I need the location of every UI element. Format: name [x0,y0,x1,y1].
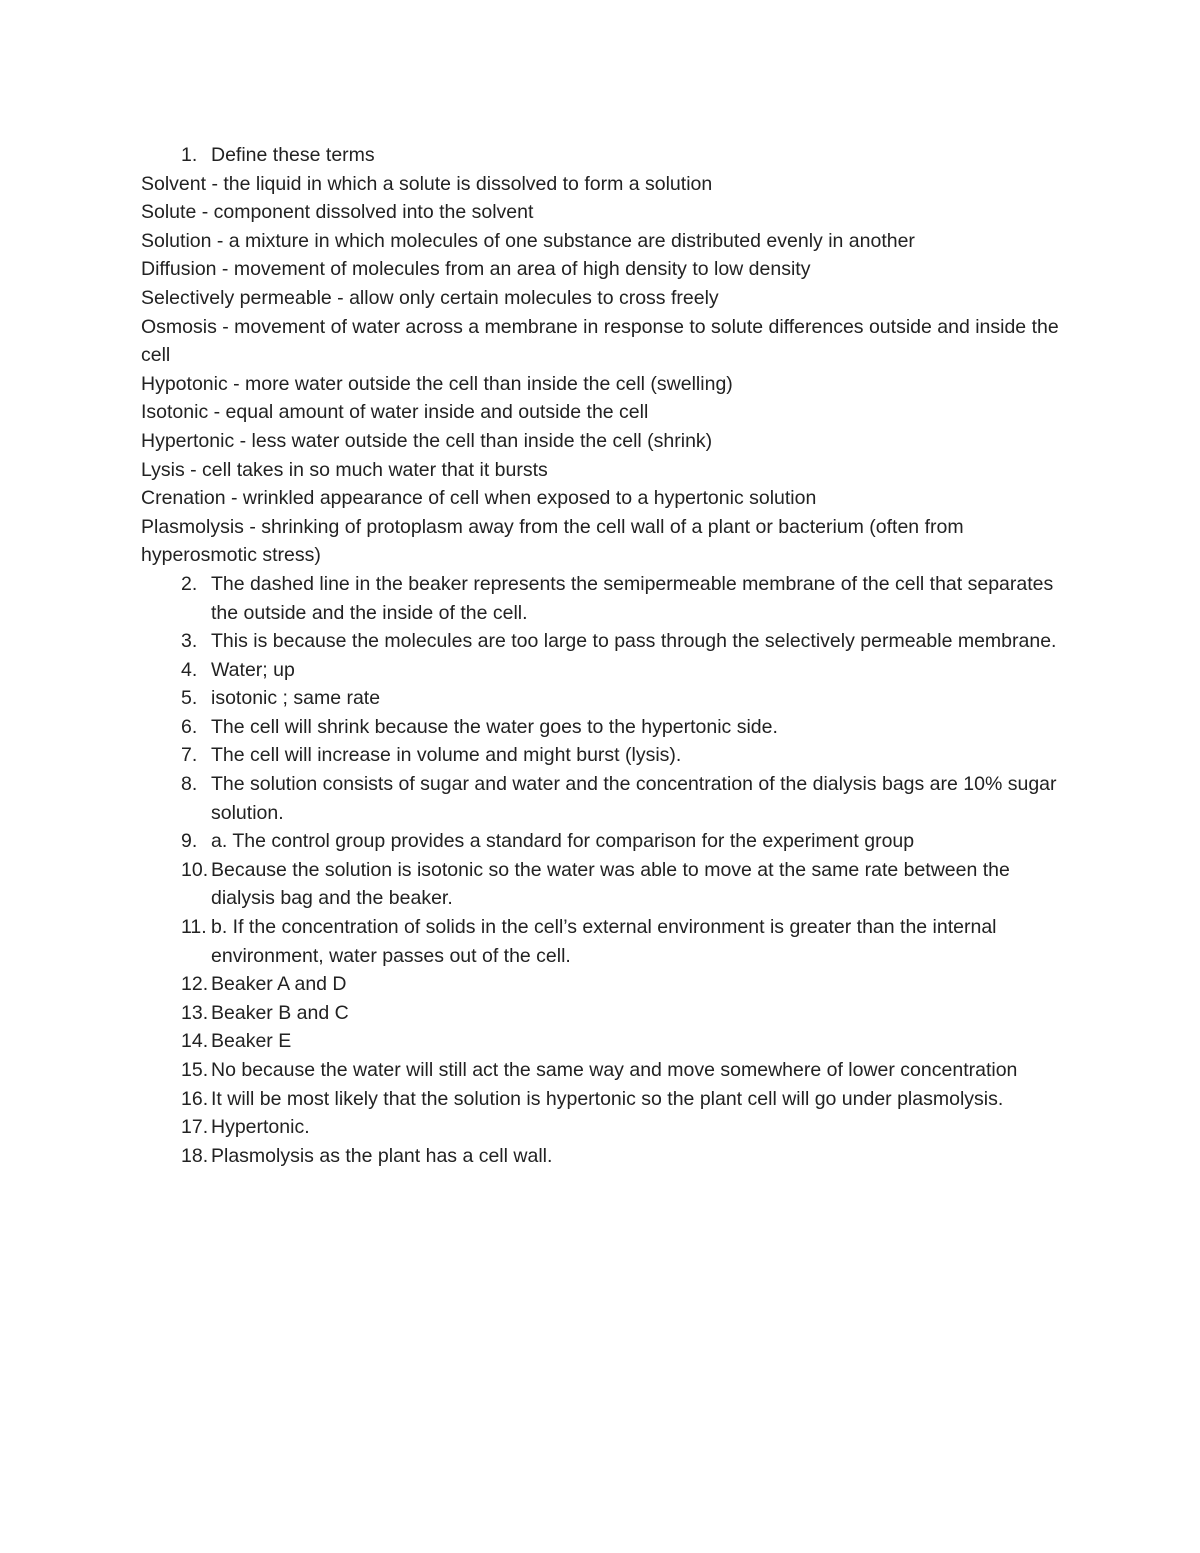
list-item-text: Water; up [211,658,295,681]
list-item-text: The solution consists of sugar and water and the concentration of the dialysis bags are 10% sugar solution. [211,773,1057,824]
list-item-text: Define these terms [211,144,375,166]
definition-line: Crenation - wrinkled appearance of cell when exposed to a hypertonic solution [141,487,817,510]
list-item [141,1113,1071,1142]
definition-line: Lysis - cell takes in so much water that it bursts [141,458,548,481]
definition-line: Plasmolysis - shrinking of protoplasm away from the cell wall of a plant or bacterium (often from hyperosmotic stress) [141,515,964,567]
list-item-text: Because the solution is isotonic so the water was able to move at the same rate between the dialysis bag and the beaker. [211,858,1010,910]
list-item-text: Beaker B and C [211,1001,349,1024]
list-item-text: It will be most likely that the solution is hypertonic so the plant cell will go under plasmolysis. [211,1087,1004,1110]
list-item-text: The cell will increase in volume and might burst (lysis). [211,744,682,767]
definition-line: Diffusion - movement of molecules from an area of high density to low density [141,258,811,281]
list-item-text: Beaker A and D [211,973,347,996]
definition-line: Solute - component dissolved into the solvent [141,201,534,224]
list-item [141,770,1071,827]
list-item-text: a. The control group provides a standard for comparison for the experiment group [211,830,915,853]
answers-list [141,570,1071,1170]
definition-line: Selectively permeable - allow only certain molecules to cross freely [141,286,719,309]
definition-line: Hypertonic - less water outside the cell than inside the cell (shrink) [141,429,713,452]
list-item-text: This is because the molecules are too large to pass through the selectively permeable membrane. [211,630,1057,653]
list-item [141,141,1071,170]
list-item-text: No because the water will still act the same way and move somewhere of lower concentration [211,1059,1018,1081]
list-item [141,1056,1071,1085]
list-item-number: 14. [181,1030,209,1053]
list-item [141,713,1071,742]
list-item-number: 13. [181,1001,209,1024]
list-item-text: The cell will shrink because the water goes to the hypertonic side. [211,715,778,738]
list-item-number: 9. [181,830,198,853]
list-item-number: 10. [181,858,209,881]
list-item-text: b. If the concentration of solids in the cell’s external environment is greater than the internal environment, water passes out of the cell. [211,916,997,967]
list-item-number: 18. [181,1144,209,1167]
list-item [141,1142,1071,1171]
definition-line: Solution - a mixture in which molecules of one substance are distributed evenly in another [141,229,915,252]
list-item [141,570,1071,627]
list-item [141,970,1071,999]
list-item [141,684,1071,713]
list-item-number: 3. [181,630,198,653]
definition-line: Osmosis - movement of water across a membrane in response to solute differences outside and inside the cell [141,315,1059,367]
list-item [141,1027,1071,1056]
list-item-number: 5. [181,687,198,710]
list-item [141,827,1071,856]
list-item [141,999,1071,1028]
list-item [141,656,1071,685]
list-item [141,856,1071,913]
list-item-text: The dashed line in the beaker represents the semipermeable membrane of the cell that separates the outside and the inside of the cell. [211,572,1054,624]
list-item-text: Beaker E [211,1030,292,1053]
list-item-number: 2. [181,572,198,595]
list-item-number: 15. [181,1059,209,1081]
list-item-number: 7. [181,744,198,767]
list-item-number: 8. [181,773,198,796]
definition-line: Hypotonic - more water outside the cell than inside the cell (swelling) [141,372,733,395]
list-item [141,1085,1071,1114]
definition-line: Isotonic - equal amount of water inside and outside the cell [141,401,649,424]
document-body [141,141,1071,1170]
list-item-text: Hypertonic. [211,1116,310,1139]
list-item [141,913,1071,970]
list-item-number: 6. [181,715,198,738]
list-item-number: 1. [181,144,198,166]
list-item-number: 16. [181,1087,209,1110]
list-item-text: isotonic ; same rate [211,687,381,710]
definitions-list [141,170,1071,570]
definition-line: Solvent - the liquid in which a solute is dissolved to form a solution [141,172,713,195]
list-item [141,741,1071,770]
list-item-number: 4. [181,658,198,681]
list-item-text: Plasmolysis as the plant has a cell wall. [211,1144,553,1167]
list-item-number: 17. [181,1116,209,1139]
list-item-number: 12. [181,973,209,996]
list-item-number: 11. [181,916,207,939]
list-item [141,627,1071,656]
